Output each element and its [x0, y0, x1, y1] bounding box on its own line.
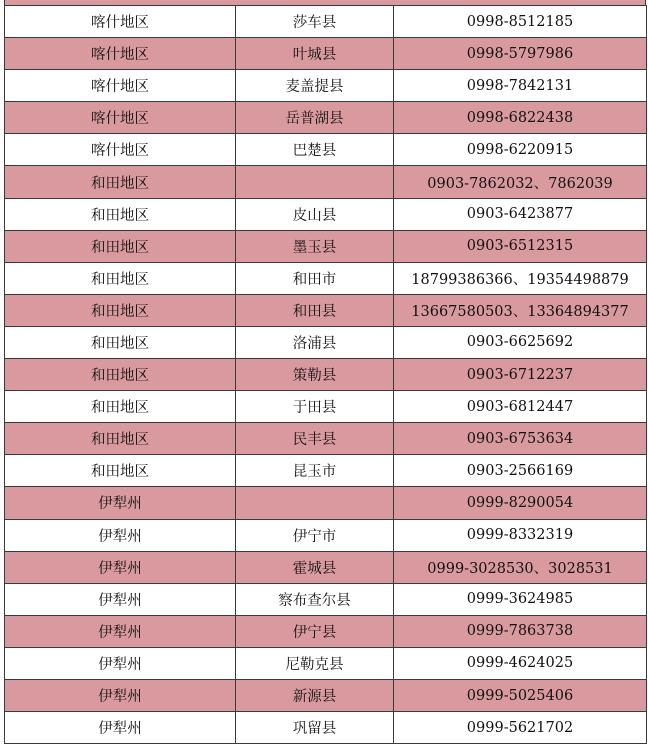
phone-cell: 0903-6712237	[394, 359, 647, 391]
region-cell: 喀什地区	[5, 6, 236, 38]
county-cell: 霍城县	[236, 551, 394, 583]
phone-cell: 0999-5621702	[394, 712, 647, 744]
phone-cell: 18799386366、19354498879	[394, 262, 647, 294]
region-cell: 伊犁州	[5, 647, 236, 679]
phone-cell: 0999-4624025	[394, 647, 647, 679]
table-row	[5, 102, 647, 134]
phone-cell: 0903-6753634	[394, 423, 647, 455]
table-row	[5, 423, 647, 455]
region-cell: 伊犁州	[5, 519, 236, 551]
table-row	[5, 391, 647, 423]
table-row	[5, 326, 647, 358]
phone-cell: 0999-3624985	[394, 583, 647, 615]
table-row	[5, 712, 647, 744]
table-row	[5, 679, 647, 711]
phone-cell: 0903-6423877	[394, 198, 647, 230]
table-row	[5, 198, 647, 230]
table-row	[5, 551, 647, 583]
county-cell: 麦盖提县	[236, 70, 394, 102]
table-row	[5, 6, 647, 38]
region-cell: 和田地区	[5, 359, 236, 391]
phone-cell: 0998-6220915	[394, 134, 647, 166]
county-cell: 民丰县	[236, 423, 394, 455]
phone-cell: 0998-7842131	[394, 70, 647, 102]
region-cell: 喀什地区	[5, 38, 236, 70]
table-row	[5, 70, 647, 102]
table-row	[5, 262, 647, 294]
phone-cell: 0998-5797986	[394, 38, 647, 70]
region-cell: 伊犁州	[5, 551, 236, 583]
phone-cell: 0903-6512315	[394, 230, 647, 262]
table-row	[5, 519, 647, 551]
phone-cell: 13667580503、13364894377	[394, 294, 647, 326]
phone-cell: 0999-5025406	[394, 679, 647, 711]
county-cell: 巴楚县	[236, 134, 394, 166]
table-row	[5, 134, 647, 166]
region-cell: 喀什地区	[5, 70, 236, 102]
county-cell: 巩留县	[236, 712, 394, 744]
phone-cell: 0999-7863738	[394, 615, 647, 647]
phone-cell: 0903-7862032、7862039	[394, 166, 647, 198]
table-row	[5, 294, 647, 326]
county-cell: 皮山县	[236, 198, 394, 230]
county-cell	[236, 166, 394, 198]
county-cell: 昆玉市	[236, 455, 394, 487]
phone-cell: 0903-6625692	[394, 326, 647, 358]
region-cell: 和田地区	[5, 166, 236, 198]
county-cell: 尼勒克县	[236, 647, 394, 679]
table-row	[5, 38, 647, 70]
table-row	[5, 647, 647, 679]
region-cell: 喀什地区	[5, 134, 236, 166]
region-cell: 和田地区	[5, 391, 236, 423]
county-cell: 于田县	[236, 391, 394, 423]
region-cell: 伊犁州	[5, 615, 236, 647]
county-cell: 叶城县	[236, 38, 394, 70]
county-cell: 洛浦县	[236, 326, 394, 358]
table-row	[5, 615, 647, 647]
county-cell: 和田县	[236, 294, 394, 326]
county-cell: 伊宁县	[236, 615, 394, 647]
region-cell: 和田地区	[5, 326, 236, 358]
table-row	[5, 583, 647, 615]
phone-cell: 0999-8332319	[394, 519, 647, 551]
region-cell: 伊犁州	[5, 712, 236, 744]
table-row	[5, 487, 647, 519]
county-cell: 岳普湖县	[236, 102, 394, 134]
region-cell: 伊犁州	[5, 583, 236, 615]
county-cell: 策勒县	[236, 359, 394, 391]
county-cell	[236, 487, 394, 519]
region-cell: 和田地区	[5, 198, 236, 230]
county-cell: 新源县	[236, 679, 394, 711]
county-cell: 莎车县	[236, 6, 394, 38]
phone-cell: 0999-8290054	[394, 487, 647, 519]
county-cell: 察布查尔县	[236, 583, 394, 615]
phone-cell: 0999-3028530、3028531	[394, 551, 647, 583]
region-cell: 和田地区	[5, 230, 236, 262]
region-cell: 和田地区	[5, 262, 236, 294]
table-row	[5, 166, 647, 198]
region-cell: 伊犁州	[5, 487, 236, 519]
contact-table	[4, 5, 647, 744]
region-cell: 和田地区	[5, 294, 236, 326]
table-row	[5, 230, 647, 262]
phone-cell: 0998-8512185	[394, 6, 647, 38]
table-row	[5, 455, 647, 487]
phone-cell: 0903-6812447	[394, 391, 647, 423]
county-cell: 墨玉县	[236, 230, 394, 262]
county-cell: 和田市	[236, 262, 394, 294]
region-cell: 和田地区	[5, 423, 236, 455]
region-cell: 伊犁州	[5, 679, 236, 711]
phone-cell: 0998-6822438	[394, 102, 647, 134]
county-cell: 伊宁市	[236, 519, 394, 551]
region-cell: 喀什地区	[5, 102, 236, 134]
region-cell: 和田地区	[5, 455, 236, 487]
phone-cell: 0903-2566169	[394, 455, 647, 487]
table-row	[5, 359, 647, 391]
